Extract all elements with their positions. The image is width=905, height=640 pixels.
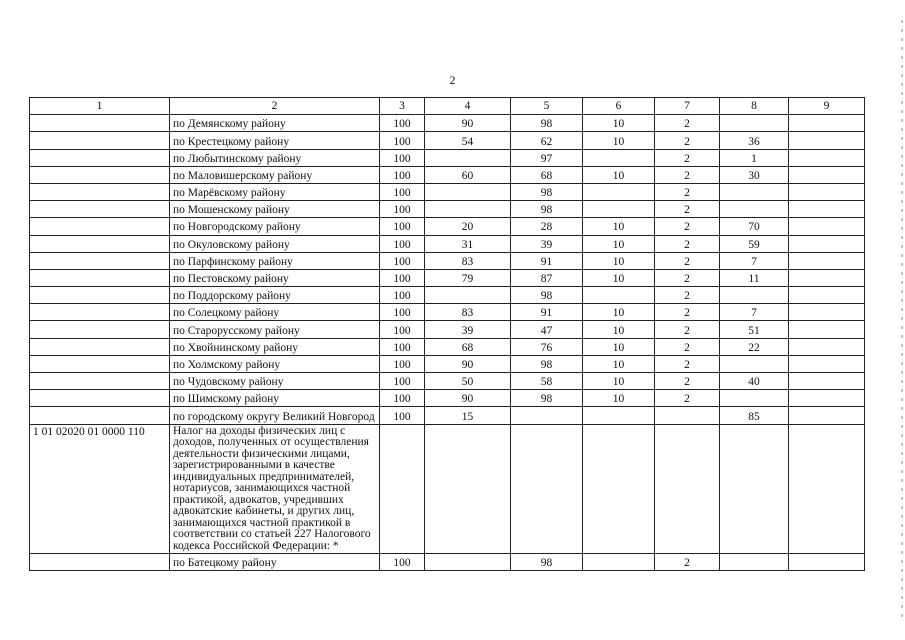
col4-cell: 68 — [425, 338, 511, 355]
col3-cell: 100 — [380, 321, 425, 338]
code-cell — [30, 183, 170, 200]
col7-cell: 2 — [655, 554, 720, 571]
header-cell: 8 — [720, 98, 789, 115]
col3-cell: 100 — [380, 554, 425, 571]
table-row — [30, 373, 865, 390]
district-name-cell: по Солецкому району — [170, 304, 380, 321]
table-row — [30, 201, 865, 218]
col5-cell: 39 — [511, 235, 583, 252]
table-row — [30, 132, 865, 149]
col5-cell: 91 — [511, 252, 583, 269]
col6-cell: 10 — [583, 252, 655, 269]
empty-cell — [789, 424, 865, 554]
col9-cell — [789, 201, 865, 218]
col7-cell: 2 — [655, 252, 720, 269]
col4-cell: 60 — [425, 166, 511, 183]
col3-cell: 100 — [380, 390, 425, 407]
col5-cell: 97 — [511, 149, 583, 166]
code-cell — [30, 390, 170, 407]
col7-cell: 2 — [655, 115, 720, 132]
district-name-cell: по Маловишерскому району — [170, 166, 380, 183]
col5-cell: 76 — [511, 338, 583, 355]
col3-cell: 100 — [380, 252, 425, 269]
col6-cell — [583, 407, 655, 424]
col8-cell — [720, 554, 789, 571]
empty-cell — [425, 424, 511, 554]
col5-cell — [511, 407, 583, 424]
table-row — [30, 321, 865, 338]
col7-cell: 2 — [655, 149, 720, 166]
table-row — [30, 218, 865, 235]
district-name-cell: по Шимскому району — [170, 390, 380, 407]
header-cell: 7 — [655, 98, 720, 115]
col6-cell: 10 — [583, 132, 655, 149]
district-name-cell: по Чудовскому району — [170, 373, 380, 390]
col5-cell: 98 — [511, 287, 583, 304]
col7-cell: 2 — [655, 218, 720, 235]
col4-cell — [425, 201, 511, 218]
col9-cell — [789, 390, 865, 407]
col8-cell: 40 — [720, 373, 789, 390]
col3-cell: 100 — [380, 218, 425, 235]
col7-cell: 2 — [655, 321, 720, 338]
col9-cell — [789, 321, 865, 338]
col7-cell: 2 — [655, 373, 720, 390]
col3-cell: 100 — [380, 373, 425, 390]
table-row — [30, 235, 865, 252]
code-cell — [30, 338, 170, 355]
col6-cell: 10 — [583, 166, 655, 183]
col7-cell: 2 — [655, 287, 720, 304]
col7-cell: 2 — [655, 201, 720, 218]
col9-cell — [789, 287, 865, 304]
col3-cell: 100 — [380, 338, 425, 355]
col9-cell — [789, 338, 865, 355]
col4-cell — [425, 287, 511, 304]
col5-cell: 87 — [511, 269, 583, 286]
col3-cell: 100 — [380, 269, 425, 286]
col8-cell: 7 — [720, 252, 789, 269]
district-name-cell: по Холмскому району — [170, 355, 380, 372]
code-cell — [30, 355, 170, 372]
col4-cell: 83 — [425, 304, 511, 321]
code-cell — [30, 373, 170, 390]
code-cell — [30, 115, 170, 132]
col8-cell: 30 — [720, 166, 789, 183]
district-name-cell: по Хвойнинскому району — [170, 338, 380, 355]
col8-cell — [720, 287, 789, 304]
col3-cell: 100 — [380, 304, 425, 321]
col5-cell: 28 — [511, 218, 583, 235]
col8-cell: 1 — [720, 149, 789, 166]
col7-cell: 2 — [655, 355, 720, 372]
empty-cell — [511, 424, 583, 554]
code-cell — [30, 287, 170, 304]
col8-cell: 59 — [720, 235, 789, 252]
col9-cell — [789, 355, 865, 372]
tax-distribution-table — [29, 97, 865, 571]
section-row — [30, 424, 865, 554]
table-row — [30, 407, 865, 424]
col8-cell — [720, 390, 789, 407]
col3-cell: 100 — [380, 115, 425, 132]
empty-cell — [655, 424, 720, 554]
header-cell: 2 — [170, 98, 380, 115]
header-cell: 5 — [511, 98, 583, 115]
table-row — [30, 338, 865, 355]
col3-cell: 100 — [380, 183, 425, 200]
code-cell — [30, 132, 170, 149]
col4-cell — [425, 183, 511, 200]
district-name-cell: по Марёвскому району — [170, 183, 380, 200]
table-row — [30, 166, 865, 183]
col4-cell: 50 — [425, 373, 511, 390]
page-number: 2 — [449, 73, 456, 87]
code-cell — [30, 235, 170, 252]
col9-cell — [789, 554, 865, 571]
col9-cell — [789, 132, 865, 149]
table-row — [30, 269, 865, 286]
district-name-cell: по Старорусскому району — [170, 321, 380, 338]
col8-cell — [720, 355, 789, 372]
code-cell — [30, 149, 170, 166]
col8-cell: 70 — [720, 218, 789, 235]
table-row — [30, 554, 865, 571]
code-cell — [30, 554, 170, 571]
col4-cell: 90 — [425, 355, 511, 372]
col3-cell: 100 — [380, 235, 425, 252]
header-cell: 4 — [425, 98, 511, 115]
district-name-cell: по Окуловскому району — [170, 235, 380, 252]
code-cell — [30, 407, 170, 424]
col5-cell: 98 — [511, 355, 583, 372]
header-cell: 1 — [30, 98, 170, 115]
code-cell — [30, 252, 170, 269]
district-name-cell: по Пестовскому району — [170, 269, 380, 286]
col9-cell — [789, 269, 865, 286]
col6-cell: 10 — [583, 390, 655, 407]
col7-cell: 2 — [655, 390, 720, 407]
col4-cell — [425, 554, 511, 571]
col9-cell — [789, 218, 865, 235]
col4-cell: 15 — [425, 407, 511, 424]
header-cell: 9 — [789, 98, 865, 115]
col3-cell: 100 — [380, 407, 425, 424]
code-cell — [30, 304, 170, 321]
col5-cell: 62 — [511, 132, 583, 149]
col4-cell: 90 — [425, 115, 511, 132]
col7-cell: 2 — [655, 132, 720, 149]
col6-cell — [583, 201, 655, 218]
col6-cell — [583, 183, 655, 200]
col4-cell: 83 — [425, 252, 511, 269]
col8-cell: 85 — [720, 407, 789, 424]
code-cell — [30, 269, 170, 286]
district-name-cell: по Парфинскому району — [170, 252, 380, 269]
empty-cell — [583, 424, 655, 554]
col9-cell — [789, 166, 865, 183]
header-cell: 6 — [583, 98, 655, 115]
table-row — [30, 149, 865, 166]
col6-cell — [583, 287, 655, 304]
col9-cell — [789, 252, 865, 269]
table-row — [30, 304, 865, 321]
col5-cell: 47 — [511, 321, 583, 338]
col7-cell: 2 — [655, 235, 720, 252]
code-cell — [30, 321, 170, 338]
table-row — [30, 252, 865, 269]
col8-cell — [720, 201, 789, 218]
col6-cell: 10 — [583, 321, 655, 338]
col8-cell — [720, 115, 789, 132]
col5-cell: 68 — [511, 166, 583, 183]
table-row — [30, 390, 865, 407]
col6-cell: 10 — [583, 235, 655, 252]
code-cell — [30, 201, 170, 218]
col4-cell: 39 — [425, 321, 511, 338]
col8-cell: 51 — [720, 321, 789, 338]
district-name-cell: по Крестецкому району — [170, 132, 380, 149]
table-row — [30, 287, 865, 304]
col9-cell — [789, 115, 865, 132]
col6-cell — [583, 554, 655, 571]
col4-cell: 54 — [425, 132, 511, 149]
col6-cell: 10 — [583, 218, 655, 235]
district-name-cell: по городскому округу Великий Новгород — [170, 407, 380, 424]
col9-cell — [789, 304, 865, 321]
col8-cell: 11 — [720, 269, 789, 286]
col8-cell — [720, 183, 789, 200]
col3-cell: 100 — [380, 355, 425, 372]
col3-cell: 100 — [380, 149, 425, 166]
col5-cell: 98 — [511, 201, 583, 218]
col7-cell — [655, 407, 720, 424]
col3-cell: 100 — [380, 166, 425, 183]
col6-cell: 10 — [583, 355, 655, 372]
table-row — [30, 355, 865, 372]
district-name-cell: по Батецкому району — [170, 554, 380, 571]
col8-cell: 22 — [720, 338, 789, 355]
col4-cell — [425, 149, 511, 166]
district-name-cell: по Демянскому району — [170, 115, 380, 132]
col4-cell: 90 — [425, 390, 511, 407]
col4-cell: 31 — [425, 235, 511, 252]
col7-cell: 2 — [655, 166, 720, 183]
col9-cell — [789, 183, 865, 200]
district-name-cell: по Поддорскому району — [170, 287, 380, 304]
col7-cell: 2 — [655, 304, 720, 321]
col9-cell — [789, 373, 865, 390]
col9-cell — [789, 407, 865, 424]
empty-cell — [720, 424, 789, 554]
col5-cell: 98 — [511, 183, 583, 200]
district-name-cell: по Любытинскому району — [170, 149, 380, 166]
district-name-cell: по Мошенскому району — [170, 201, 380, 218]
col5-cell: 98 — [511, 115, 583, 132]
table-row — [30, 115, 865, 132]
col9-cell — [789, 235, 865, 252]
code-cell — [30, 218, 170, 235]
budget-code-cell: 1 01 02020 01 0000 110 — [30, 424, 170, 554]
table-header-row — [30, 98, 865, 115]
col6-cell: 10 — [583, 269, 655, 286]
tax-description-cell: Налог на доходы физических лиц с доходов, полученных от осуществления деятельности физическими лицами, зарегистрированными в качестве индивидуальных предпринимателей, нотариусов, занимающихся частной практикой, адвокатов, учредивших адвокатские кабинеты, и других лиц, занимающихся частной практикой в соответствии со статьей 227 Налогового кодекса Российской Федерации: * — [170, 424, 380, 554]
col9-cell — [789, 149, 865, 166]
col6-cell: 10 — [583, 304, 655, 321]
col6-cell: 10 — [583, 338, 655, 355]
col4-cell: 79 — [425, 269, 511, 286]
col6-cell — [583, 149, 655, 166]
col7-cell: 2 — [655, 338, 720, 355]
col6-cell: 10 — [583, 373, 655, 390]
col3-cell: 100 — [380, 201, 425, 218]
col8-cell: 7 — [720, 304, 789, 321]
col5-cell: 91 — [511, 304, 583, 321]
code-cell — [30, 166, 170, 183]
col4-cell: 20 — [425, 218, 511, 235]
header-cell: 3 — [380, 98, 425, 115]
col5-cell: 98 — [511, 390, 583, 407]
col5-cell: 58 — [511, 373, 583, 390]
empty-cell — [380, 424, 425, 554]
col3-cell: 100 — [380, 132, 425, 149]
col5-cell: 98 — [511, 554, 583, 571]
col7-cell: 2 — [655, 183, 720, 200]
scan-edge-artifact — [901, 20, 903, 620]
col3-cell: 100 — [380, 287, 425, 304]
col6-cell: 10 — [583, 115, 655, 132]
district-name-cell: по Новгородскому району — [170, 218, 380, 235]
table-row — [30, 183, 865, 200]
col8-cell: 36 — [720, 132, 789, 149]
col7-cell: 2 — [655, 269, 720, 286]
